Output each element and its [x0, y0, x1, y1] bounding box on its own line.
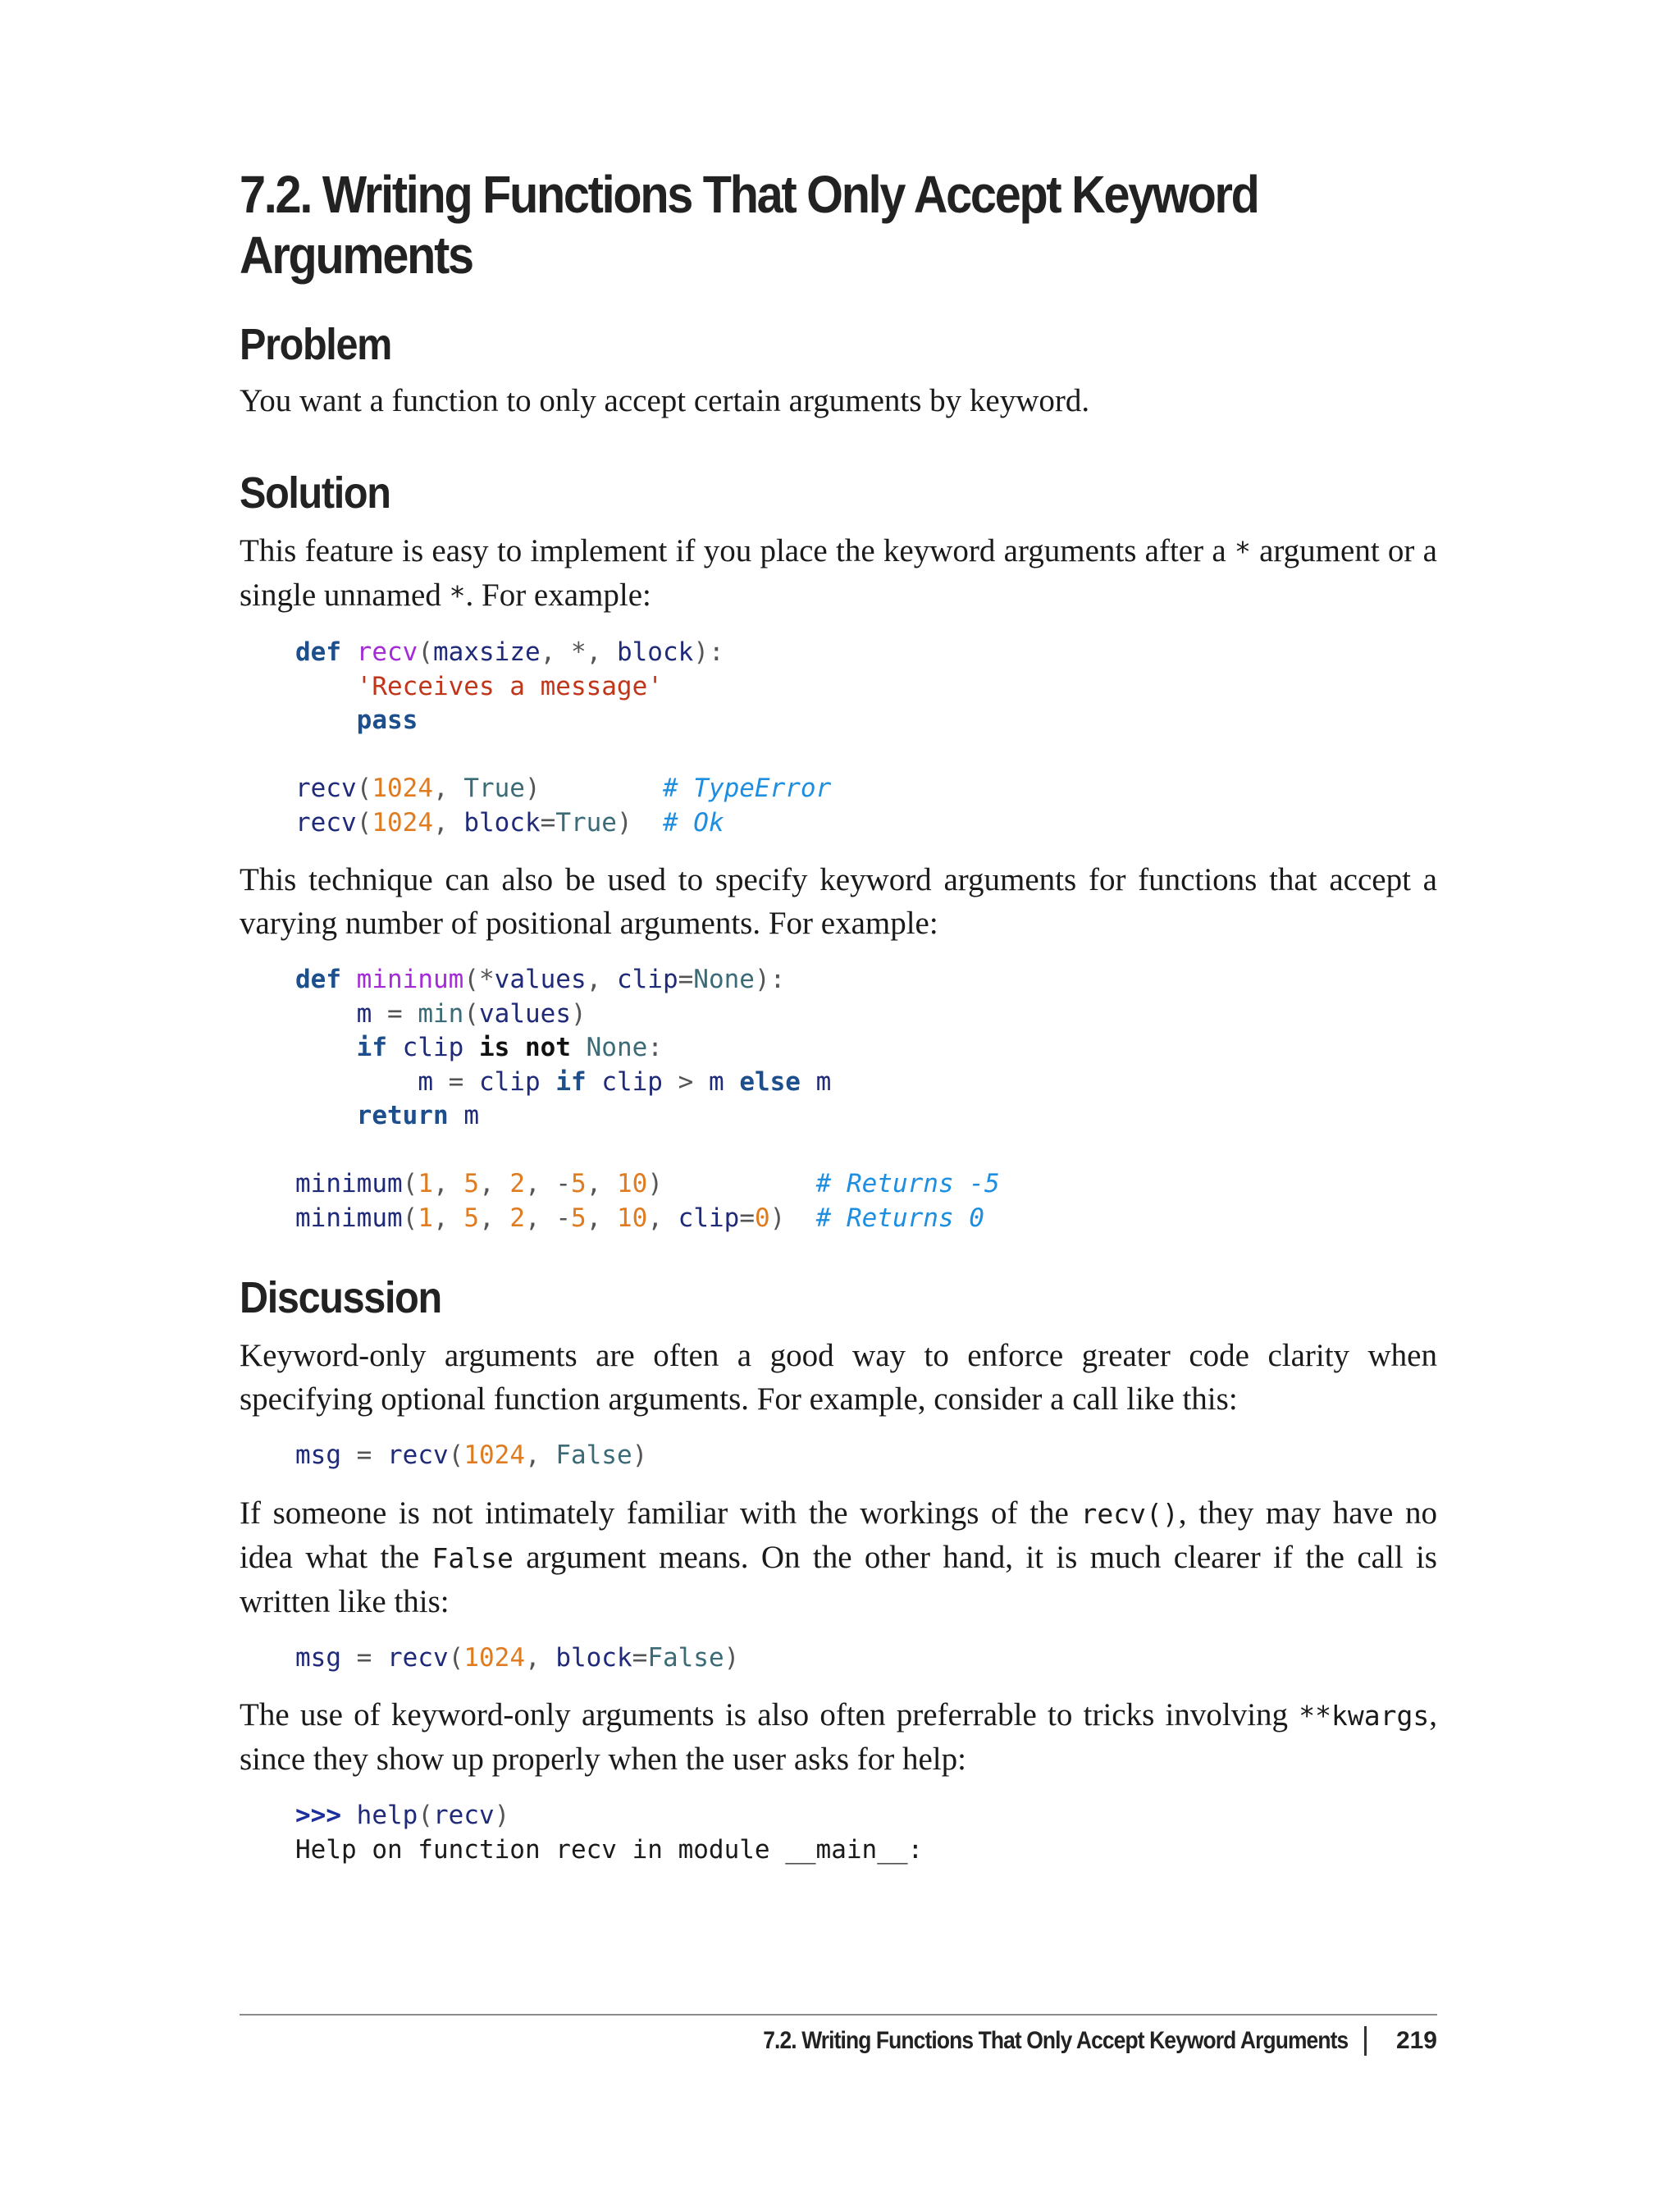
- inline-code-star: *: [1234, 536, 1251, 568]
- code-block-minimum: def mininum(*values, clip=None): m = min(values) if clip is not None: m = clip if clip > m else m return m minimum(1, 5, 2, -5, 10) # Returns -5 minimum(1, 5, 2, -5, 10, clip=0) # Returns 0: [295, 965, 1000, 1233]
- discussion-paragraph-1: Keyword-only arguments are often a good way to enforce greater code clarity when specifying optional function arguments. For example, consider a call like this:: [240, 1338, 1437, 1417]
- inline-code-false: False: [431, 1541, 514, 1574]
- inline-code-star: *: [449, 580, 466, 612]
- solution-paragraph-2: This technique can also be used to specify keyword arguments for functions that accept a varying number of positional arguments. For example:: [240, 862, 1437, 941]
- solution-paragraph-1: This feature is easy to implement if you place the keyword arguments after a * argument or a single unnamed *. For example:: [240, 533, 1437, 613]
- footer-running-title: 7.2. Writing Functions That Only Accept Keyword Arguments: [762, 2027, 1348, 2054]
- code-line-msg-keyword: msg = recv(1024, block=False): [295, 1642, 740, 1673]
- code-line-msg-positional: msg = recv(1024, False): [295, 1440, 648, 1470]
- discussion-paragraph-3: The use of keyword-only arguments is also often preferrable to tricks involving **kwargs, since they show up properly when the user asks for help:: [240, 1697, 1437, 1777]
- problem-text: You want a function to only accept certain arguments by keyword.: [240, 383, 1090, 418]
- code-block-help: >>> help(recv) Help on function recv in module __main__:: [295, 1801, 924, 1865]
- footer-divider: [240, 2014, 1437, 2016]
- chapter-title: 7.2. Writing Functions That Only Accept Keyword Arguments: [240, 165, 1258, 285]
- discussion-paragraph-2: If someone is not intimately familiar with the workings of the recv(), they may have no idea what the False argument means. On the other hand, it is much clearer if the call is written like this:: [240, 1495, 1437, 1619]
- discussion-heading: Discussion: [240, 1273, 441, 1322]
- problem-heading: Problem: [240, 320, 392, 369]
- page-footer: [683, 2026, 1437, 2056]
- code-block-recv: def recv(maxsize, *, block): 'Receives a message' pass recv(1024, True) # TypeError recv(1024, block=True) # Ok: [295, 637, 832, 838]
- page-number: 219: [1395, 2027, 1437, 2054]
- solution-heading: Solution: [240, 468, 390, 518]
- page-content: [240, 164, 1437, 1867]
- inline-code-recv: recv(): [1080, 1497, 1179, 1530]
- inline-code-kwargs: **kwargs: [1299, 1700, 1430, 1732]
- footer-separator: [1364, 2026, 1367, 2056]
